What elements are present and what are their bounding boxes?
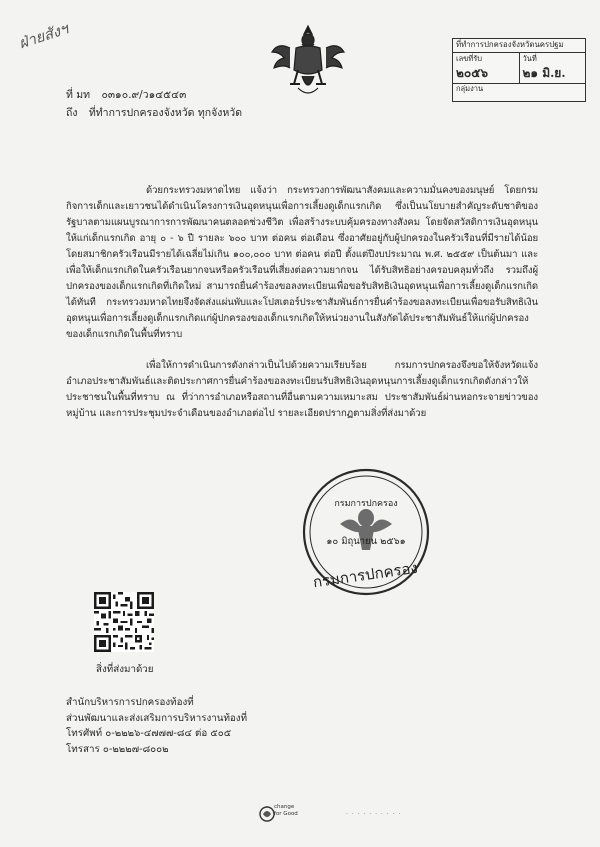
reference-label: ที่ มท	[66, 89, 91, 101]
recipient: ที่ทำการปกครองจังหวัด ทุกจังหวัด	[88, 107, 243, 119]
department-seal-stamp	[300, 466, 432, 598]
body-paragraph-2	[66, 358, 538, 422]
reference-number: ๐๓๑๐.๙/ว๑๔๕๔๓	[101, 89, 187, 101]
seal-top-text: กรมการปกครอง	[334, 499, 398, 509]
garuda-emblem-icon	[268, 22, 348, 102]
footer-office-2: ส่วนพัฒนาและส่งเสริมการบริหารงานท้องที่	[66, 712, 248, 724]
receive-stamp-title: ที่ทำการปกครองจังหวัดนครปฐม	[453, 39, 585, 53]
receive-number: ๒๐๕๖	[456, 65, 488, 80]
paragraph-2-text: เพื่อให้การดำเนินการดังกล่าวเป็นไปด้วยความเรียบร้อย กรมการปกครองจึงขอให้จังหวัดแจ้งอำเภอประชาสัมพันธ์และติดประกาศการยื่นคำร้องขอลงทะเบียนรับสิทธิเงินอุดหนุนการเลี้ยงดูเด็กแรกเกิดดังกล่าวให้ประชาชนในพื้นที่ทราบ ณ ที่ว่าการอำเภอหรือสถานที่อื่นตามความเหมาะสม ประชาสัมพันธ์ผ่านหอกระจายข่าวของหมู่บ้าน และการประชุมประจำเดือนของอำเภอต่อไป รายละเอียดปรากฏตามสิ่งที่ส่งมาด้วย	[66, 360, 538, 419]
reference-line	[66, 86, 186, 103]
body-paragraph-1	[66, 183, 538, 343]
paragraph-1-text: ด้วยกระทรวงมหาดไทย แจ้งว่า กระทรวงการพัฒนาสังคมและความมั่นคงของมนุษย์ โดยกรมกิจการเด็กและเยาวชนได้ดำเนินโครงการเงินอุดหนุนเพื่อการเลี้ยงดูเด็กแรกเกิด ซึ่งเป็นนโยบายสำคัญระดับชาติของรัฐบาลตามแผนบูรณาการการพัฒนาคนตลอดช่วงชีวิต เพื่อสร้างระบบคุ้มครองทางสังคม โดยจัดสวัสดิการเงินอุดหนุนให้แก่เด็กแรกเกิด อายุ ๐ - ๖ ปี รายละ ๖๐๐ บาท ต่อคน ต่อเดือน ซึ่งอาศัยอยู่กับผู้ปกครองในครัวเรือนที่มีรายได้น้อย โดยสมาชิกครัวเรือนมีรายได้เฉลี่ยไม่เกิน ๑๐๐,๐๐๐ บาท ต่อคน ต่อปี ตั้งแต่ปีงบประมาณ พ.ศ. ๒๕๕๙ เป็นต้นมา และเพื่อให้เด็กแรกเกิดในครัวเรือนยากจนหรือครัวเรือนที่เสี่ยงต่อความยากจน ได้รับสิทธิอย่างครอบคลุมทั่วถึง รวมถึงผู้ปกครองของเด็กแรกเกิดที่เกิดใหม่ สามารถยื่นคำร้องขอลงทะเบียนเพื่อขอรับสิทธิเงินอุดหนุนเพื่อการเลี้ยงดูเด็กแรกเกิดได้ทันที กระทรวงมหาดไทยจึงจัดส่งแผ่นพับและโปสเตอร์ประชาสัมพันธ์การยื่นคำร้องขอลงทะเบียนเพื่อขอรับสิทธิเงินอุดหนุนเพื่อการเลี้ยงดูเด็กแรกเกิดแก่ผู้ปกครองของเด็กแรกเกิดให้หน่วยงานในสังกัดได้ประชาสัมพันธ์ให้แก่ผู้ปกครองของเด็กแรกเกิดในพื้นที่ทราบ	[66, 185, 538, 340]
qr-code	[94, 592, 154, 652]
footer-office-1: สำนักบริหารการปกครองท้องที่	[66, 697, 194, 708]
receive-date: ๒๑ มิ.ย.	[522, 65, 566, 80]
logo-line-2: for Good	[274, 811, 298, 817]
footer-phone: โทรศัพท์ ๐-๒๒๒๖-๔๗๗๗-๘๔ ต่อ ๕๐๕	[66, 728, 232, 739]
logo-divider-dots: · · · · · · · · · ·	[346, 811, 402, 818]
logo-line-1: change	[274, 804, 295, 810]
handwritten-note: ฝ่ายสังฯ	[16, 19, 71, 53]
attachment-label: สิ่งที่ส่งมาด้วย	[96, 664, 154, 675]
recipient-label: ถึง	[66, 107, 78, 119]
seal-bottom-text: กรมการปกครอง	[311, 558, 419, 592]
change-for-good-logo-icon	[258, 800, 338, 828]
receive-time-label: กลุ่มงาน	[456, 83, 484, 93]
seal-date: ๑๐ มิถุนายน ๒๕๖๑	[326, 536, 406, 547]
recipient-line	[66, 104, 242, 121]
receive-date-label: วันที่	[522, 53, 537, 63]
receive-number-label: เลขที่รับ	[456, 53, 483, 63]
footer-contact	[66, 695, 247, 757]
logo-text	[274, 804, 298, 818]
receive-stamp	[452, 38, 586, 102]
footer-fax: โทรสาร ๐-๒๒๒๗-๘๐๐๒	[66, 743, 169, 755]
